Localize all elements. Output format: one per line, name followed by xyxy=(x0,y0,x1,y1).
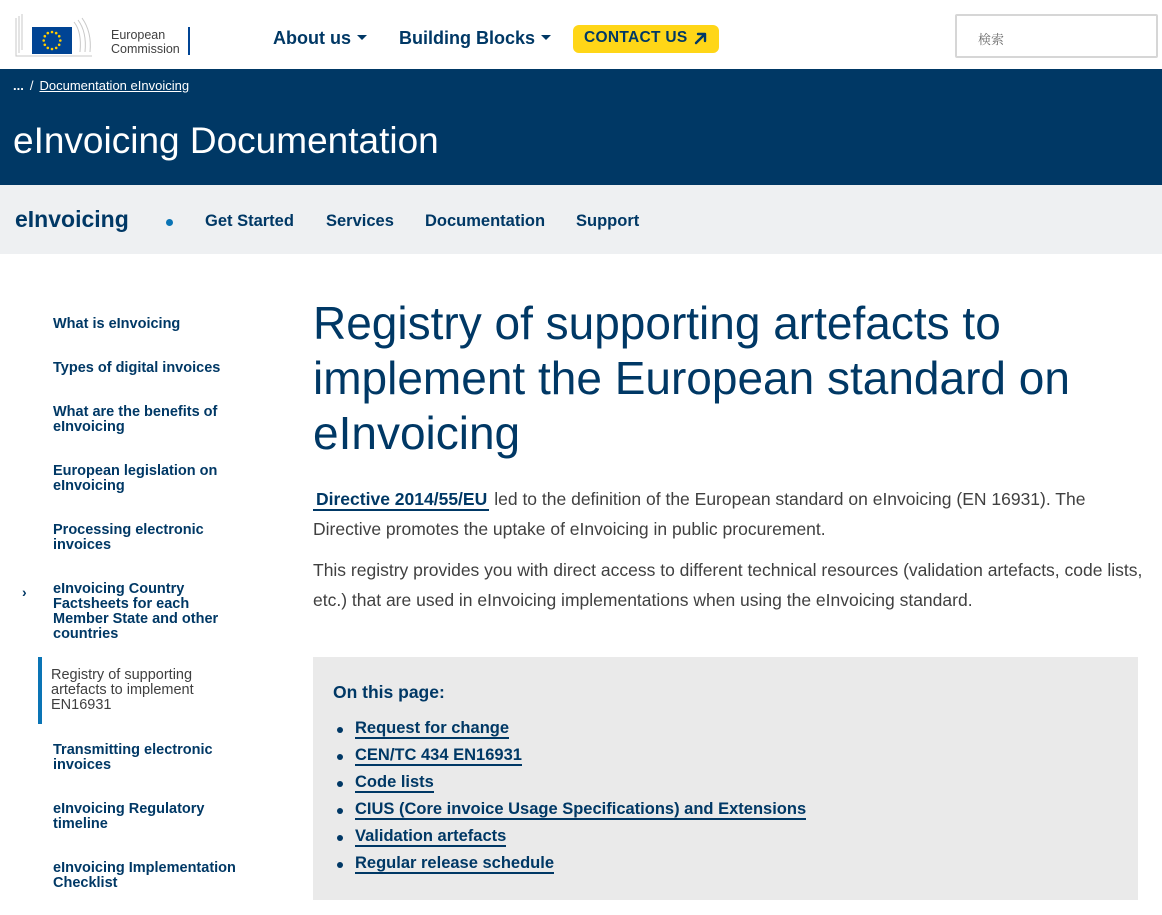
eu-flag-icon xyxy=(32,27,72,54)
anchor-validation-artefacts[interactable]: Validation artefacts xyxy=(355,827,507,845)
anchor-request-for-change[interactable]: Request for change xyxy=(355,719,510,737)
list-item xyxy=(355,854,806,881)
caret-down-icon xyxy=(357,35,367,40)
anchor-cen-tc-434[interactable]: CEN/TC 434 EN16931 xyxy=(355,746,522,764)
sidebar-item-what-is-einvoicing[interactable]: What is eInvoicing xyxy=(53,316,181,332)
subnav-support[interactable]: Support xyxy=(576,212,640,230)
anchor-cius[interactable]: CIUS (Core invoice Usage Specifications) and Extensions xyxy=(355,800,807,818)
subnav-documentation[interactable]: Documentation xyxy=(425,212,546,230)
sidebar-item-registry-active[interactable]: Registry of supporting artefacts to implement EN16931 xyxy=(51,667,194,713)
anchor-code-lists[interactable]: Code lists xyxy=(355,773,434,791)
nav-building-blocks[interactable]: Building Blocks xyxy=(399,28,551,49)
sidebar-item-country-factsheets[interactable]: eInvoicing Country Factsheets for each Member State and other countries xyxy=(53,581,219,642)
bullet-icon xyxy=(337,808,343,814)
site-subnav xyxy=(0,185,1162,254)
sidebar-item-transmitting-invoices[interactable]: Transmitting electronic invoices xyxy=(53,742,213,773)
nav-about-us[interactable]: About us xyxy=(273,28,367,49)
logo-text: European Commission xyxy=(111,28,180,56)
chevron-right-icon[interactable]: › xyxy=(22,584,27,600)
bullet-icon xyxy=(337,781,343,787)
on-this-page-title: On this page: xyxy=(333,682,445,702)
breadcrumb-link[interactable]: Documentation eInvoicing xyxy=(39,78,190,93)
site-header xyxy=(0,0,1162,69)
intro-paragraph: Directive 2014/55/EU led to the definition of the European standard on eInvoicing (EN 16931). The Directive promotes the uptake of eInvoicing in public procurement. xyxy=(313,489,1086,539)
page-banner xyxy=(0,69,1162,185)
directive-link[interactable]: Directive 2014/55/EU xyxy=(313,489,489,511)
on-this-page-box xyxy=(313,657,1138,900)
page-title: Registry of supporting artefacts to implement the European standard on eInvoicing xyxy=(313,297,1070,459)
european-commission-logo[interactable] xyxy=(12,10,197,58)
sidebar-item-benefits[interactable]: What are the benefits of eInvoicing xyxy=(53,404,218,435)
list-item xyxy=(355,746,806,773)
registry-paragraph: This registry provides you with direct access to different technical resources (validation artefacts, code lists, etc.) that are used in eInvoicing implementations when using the eInvoicing standard. xyxy=(313,560,1143,610)
subnav-dot-icon xyxy=(166,219,173,226)
subnav-get-started[interactable]: Get Started xyxy=(205,212,294,230)
external-arrow-icon xyxy=(693,30,709,46)
search-input[interactable]: 検索 xyxy=(955,14,1158,58)
list-item xyxy=(355,827,806,854)
contact-us-button[interactable]: CONTACT US xyxy=(573,25,719,53)
sidebar-active-indicator xyxy=(38,657,42,724)
logo-divider xyxy=(188,27,190,55)
breadcrumb xyxy=(13,78,189,93)
bullet-icon xyxy=(337,835,343,841)
sidebar-item-processing-invoices[interactable]: Processing electronic invoices xyxy=(53,522,204,553)
banner-title: eInvoicing Documentation xyxy=(13,120,439,161)
breadcrumb-separator: / xyxy=(29,78,34,93)
subnav-brand[interactable]: eInvoicing xyxy=(15,206,129,232)
breadcrumb-ellipsis[interactable]: ... xyxy=(13,78,24,93)
list-item xyxy=(355,800,806,827)
list-item xyxy=(355,773,806,800)
sidebar-item-european-legislation[interactable]: European legislation on eInvoicing xyxy=(53,463,218,494)
subnav-services[interactable]: Services xyxy=(326,212,394,230)
caret-down-icon xyxy=(541,35,551,40)
sidebar-item-types-of-digital-invoices[interactable]: Types of digital invoices xyxy=(53,360,221,376)
on-this-page-list xyxy=(355,719,806,881)
bullet-icon xyxy=(337,727,343,733)
sidebar-item-regulatory-timeline[interactable]: eInvoicing Regulatory timeline xyxy=(53,801,205,832)
sidebar-item-implementation-checklist[interactable]: eInvoicing Implementation Checklist xyxy=(53,860,236,891)
bullet-icon xyxy=(337,862,343,868)
bullet-icon xyxy=(337,754,343,760)
anchor-release-schedule[interactable]: Regular release schedule xyxy=(355,854,555,872)
list-item xyxy=(355,719,806,746)
